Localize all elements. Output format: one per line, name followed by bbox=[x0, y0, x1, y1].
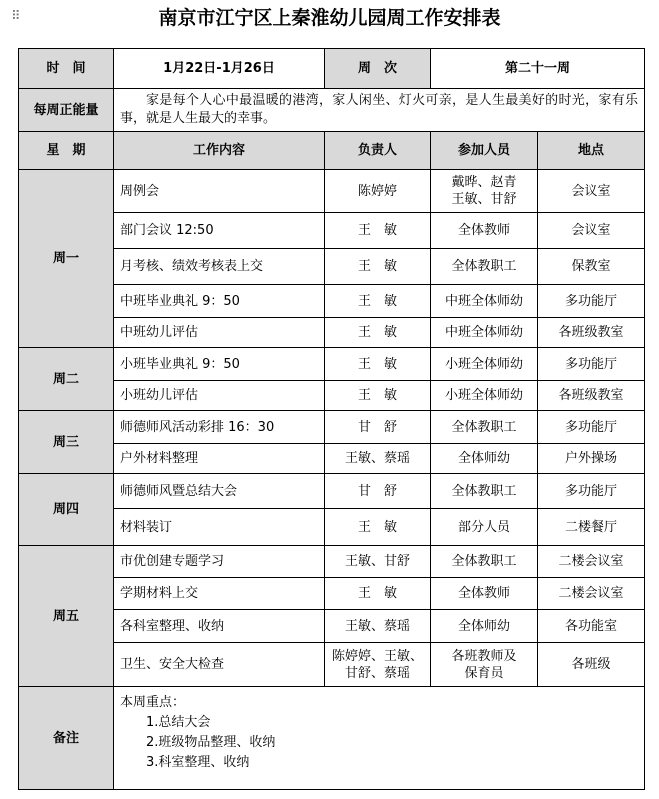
table-row bbox=[19, 170, 645, 213]
table-row bbox=[19, 546, 645, 578]
time-label: 时 间 bbox=[19, 49, 114, 89]
task-owner: 甘 舒 bbox=[325, 474, 431, 509]
task-content: 学期材料上交 bbox=[114, 578, 325, 610]
week-label: 周 次 bbox=[325, 49, 431, 89]
task-participants: 全体教职工 bbox=[431, 546, 538, 578]
task-content: 师德师风暨总结大会 bbox=[114, 474, 325, 509]
day-label: 周四 bbox=[19, 474, 114, 546]
task-participants: 全体教师 bbox=[431, 578, 538, 610]
task-owner: 王 敏 bbox=[325, 285, 431, 318]
task-location: 二楼会议室 bbox=[538, 578, 645, 610]
header-row bbox=[19, 49, 645, 89]
task-content: 各科室整理、收纳 bbox=[114, 610, 325, 643]
task-location: 会议室 bbox=[538, 170, 645, 213]
notes-item: 1.总结大会 bbox=[146, 715, 211, 730]
page-title: 南京市江宁区上秦淮幼儿园周工作安排表 bbox=[158, 7, 501, 29]
task-content: 小班幼儿评估 bbox=[114, 381, 325, 411]
task-owner: 王 敏 bbox=[325, 578, 431, 610]
task-content: 中班毕业典礼 9：50 bbox=[114, 285, 325, 318]
notes-label: 备注 bbox=[19, 687, 114, 790]
notes-heading: 本周重点： bbox=[120, 695, 186, 710]
task-owner: 甘 舒 bbox=[325, 411, 431, 444]
task-location: 各班级 bbox=[538, 643, 645, 687]
task-participants: 中班全体师幼 bbox=[431, 285, 538, 318]
task-owner: 王 敏 bbox=[325, 213, 431, 249]
date-range: 1月22日-1月26日 bbox=[114, 49, 325, 89]
table-row bbox=[19, 348, 645, 381]
motto-label: 每周正能量 bbox=[19, 89, 114, 132]
task-content: 周例会 bbox=[114, 170, 325, 213]
task-participants: 部分人员 bbox=[431, 509, 538, 546]
task-participants: 全体教职工 bbox=[431, 249, 538, 285]
task-participants: 全体师幼 bbox=[431, 444, 538, 474]
task-content: 小班毕业典礼 9：50 bbox=[114, 348, 325, 381]
task-content: 材料装订 bbox=[114, 509, 325, 546]
notes-item: 2.班级物品整理、收纳 bbox=[146, 735, 276, 750]
motto-row bbox=[19, 89, 645, 132]
task-owner: 王敏、蔡瑶 bbox=[325, 444, 431, 474]
task-location: 各班级教室 bbox=[538, 318, 645, 348]
task-owner: 王 敏 bbox=[325, 381, 431, 411]
task-participants: 小班全体师幼 bbox=[431, 348, 538, 381]
task-participants: 小班全体师幼 bbox=[431, 381, 538, 411]
task-content: 部门会议 12:50 bbox=[114, 213, 325, 249]
task-location: 会议室 bbox=[538, 213, 645, 249]
task-content: 师德师风活动彩排 16：30 bbox=[114, 411, 325, 444]
notes-row bbox=[19, 687, 645, 790]
task-location: 多功能厅 bbox=[538, 285, 645, 318]
task-owner: 王敏、甘舒 bbox=[325, 546, 431, 578]
drag-handle-icon[interactable]: ⠿ bbox=[11, 9, 20, 24]
task-owner: 陈婷婷 bbox=[325, 170, 431, 213]
task-location: 二楼餐厅 bbox=[538, 509, 645, 546]
day-label: 周三 bbox=[19, 411, 114, 474]
task-participants: 全体教职工 bbox=[431, 474, 538, 509]
col-owner: 负责人 bbox=[325, 132, 431, 170]
task-owner: 王 敏 bbox=[325, 318, 431, 348]
day-label: 周一 bbox=[19, 170, 114, 348]
task-location: 户外操场 bbox=[538, 444, 645, 474]
task-location: 二楼会议室 bbox=[538, 546, 645, 578]
col-participants: 参加人员 bbox=[431, 132, 538, 170]
task-content: 卫生、安全大检查 bbox=[114, 643, 325, 687]
task-location: 多功能厅 bbox=[538, 348, 645, 381]
col-content: 工作内容 bbox=[114, 132, 325, 170]
task-owner: 王 敏 bbox=[325, 348, 431, 381]
task-content: 月考核、绩效考核表上交 bbox=[114, 249, 325, 285]
task-location: 各功能室 bbox=[538, 610, 645, 643]
notes-content bbox=[114, 687, 645, 790]
task-participants: 全体教职工 bbox=[431, 411, 538, 444]
task-content: 中班幼儿评估 bbox=[114, 318, 325, 348]
col-day: 星 期 bbox=[19, 132, 114, 170]
task-location: 各班级教室 bbox=[538, 381, 645, 411]
schedule-table bbox=[18, 48, 645, 790]
task-location: 多功能厅 bbox=[538, 474, 645, 509]
task-content: 户外材料整理 bbox=[114, 444, 325, 474]
task-owner: 王 敏 bbox=[325, 249, 431, 285]
task-owner: 王敏、蔡瑶 bbox=[325, 610, 431, 643]
task-participants: 戴晔、赵青 王敏、甘舒 bbox=[431, 170, 538, 213]
task-participants: 全体师幼 bbox=[431, 610, 538, 643]
task-participants: 各班教师及 保育员 bbox=[431, 643, 538, 687]
motto-text: 家是每个人心中最温暖的港湾，家人闲坐、灯火可亲，是人生最美好的时光，家有乐事，就是人生最大的幸事。 bbox=[114, 89, 645, 132]
day-label: 周二 bbox=[19, 348, 114, 411]
task-location: 多功能厅 bbox=[538, 411, 645, 444]
task-owner: 王 敏 bbox=[325, 509, 431, 546]
task-participants: 中班全体师幼 bbox=[431, 318, 538, 348]
week-value: 第二十一周 bbox=[431, 49, 645, 89]
task-content: 市优创建专题学习 bbox=[114, 546, 325, 578]
task-participants: 全体教师 bbox=[431, 213, 538, 249]
column-header-row bbox=[19, 132, 645, 170]
col-location: 地点 bbox=[538, 132, 645, 170]
notes-item: 3.科室整理、收纳 bbox=[146, 755, 250, 770]
table-row bbox=[19, 474, 645, 509]
table-row bbox=[19, 411, 645, 444]
task-owner: 陈婷婷、王敏、 甘舒、蔡瑶 bbox=[325, 643, 431, 687]
day-label: 周五 bbox=[19, 546, 114, 687]
task-location: 保教室 bbox=[538, 249, 645, 285]
